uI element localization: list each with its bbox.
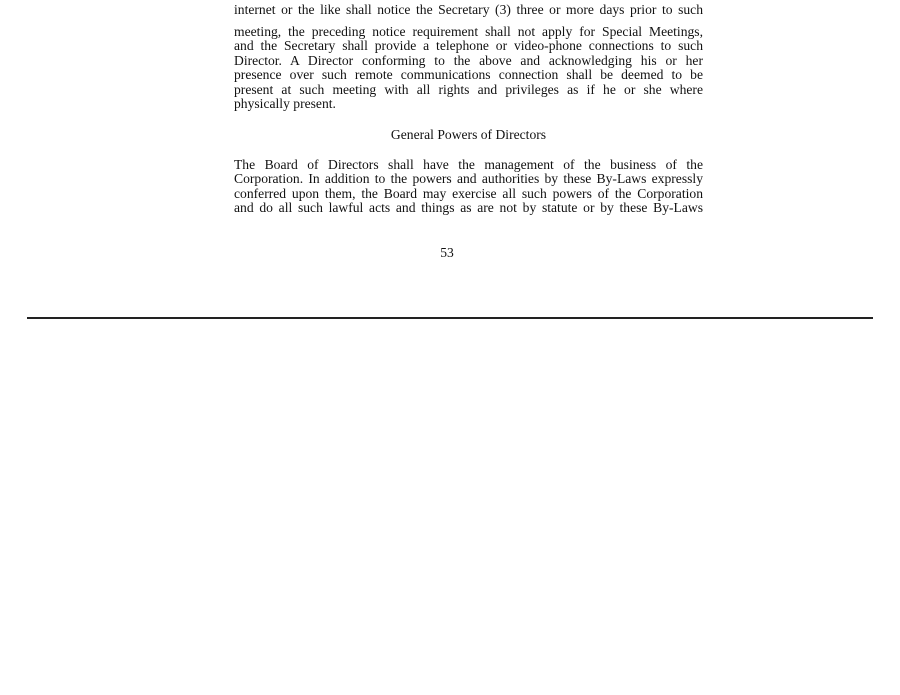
- section-heading: General Powers of Directors: [390, 127, 547, 142]
- text-line: physically present.: [234, 95, 336, 111]
- paragraph-general-powers: [234, 158, 703, 216]
- text-line: and do all such lawful acts and things as are not by statute or by these By-Laws: [234, 200, 703, 216]
- page-number: 53: [440, 245, 454, 260]
- paragraph-remote-attendance: [234, 25, 703, 111]
- text-line: The Board of Directors shall have the management of the business of the: [234, 157, 703, 172]
- cut-off-text-line: [234, 2, 703, 22]
- text-line: and the Secretary shall provide a telephone or video-phone connections to such: [234, 38, 703, 54]
- text-line: presence over such remote communications connection shall be deemed to be: [234, 67, 703, 83]
- page-separator-line: [27, 317, 873, 319]
- text-line: present at such meeting with all rights and privileges as if he or she where: [234, 81, 703, 97]
- text-line: meeting, the preceding notice requirement shall not apply for Special Meetings,: [234, 24, 703, 39]
- text-line: conferred upon them, the Board may exercise all such powers of the Corporation: [234, 185, 703, 201]
- text-line: Corporation. In addition to the powers and authorities by these By-Laws expressly: [234, 171, 703, 187]
- text-line: internet or the like shall notice the Secretary (3) three or more days prior to such: [234, 2, 703, 17]
- text-line: Director. A Director conforming to the above and acknowledging his or her: [234, 52, 703, 68]
